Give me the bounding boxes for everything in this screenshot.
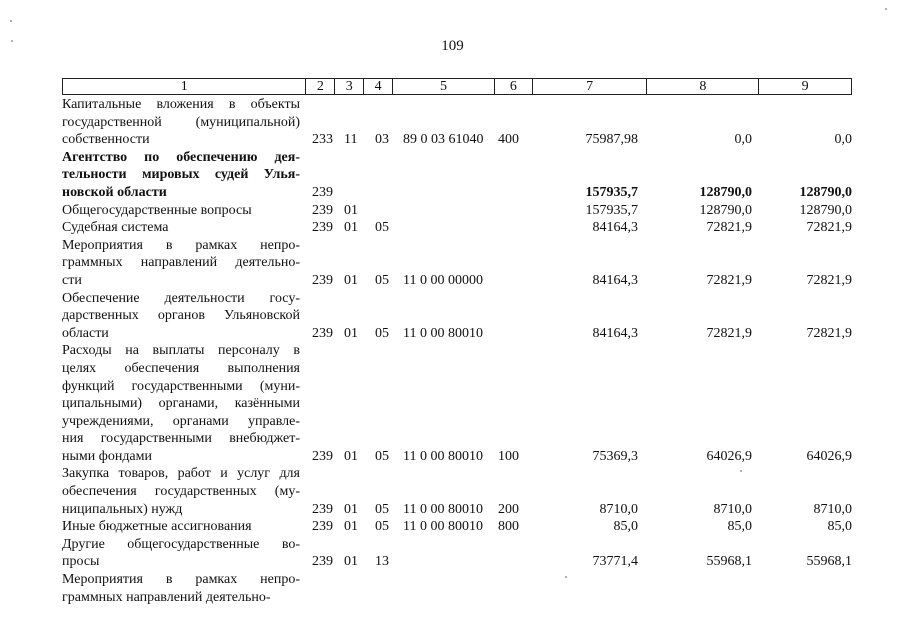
amount-col-7: 8710,0 xyxy=(599,501,638,517)
amount-col-9: 72821,9 xyxy=(806,325,852,341)
row-name-line: ниципальных) нужд xyxy=(62,501,183,517)
amount-col-8: 64026,9 xyxy=(706,448,752,464)
amount-col-9: 85,0 xyxy=(827,519,852,535)
row-name-line: обеспечения государственных (му- xyxy=(62,484,300,500)
code-gr: 239 xyxy=(312,272,333,288)
row-name-line: граммных направлений деятельно- xyxy=(62,589,271,605)
table-row xyxy=(62,518,852,536)
header-col-8: 8 xyxy=(647,79,759,94)
page-number: 109 xyxy=(441,38,464,54)
scan-speck xyxy=(11,40,13,42)
header-col-4: 4 xyxy=(364,79,393,94)
code-gr: 239 xyxy=(312,220,333,236)
row-name-line: ния государственными внебюджет- xyxy=(62,431,300,447)
scan-speck xyxy=(565,576,567,578)
amount-col-7: 84164,3 xyxy=(592,325,638,341)
row-name-line: Общегосударственные вопросы xyxy=(62,202,252,218)
header-col-2: 2 xyxy=(306,79,335,94)
row-name-line: государственной (муниципальной) xyxy=(62,114,300,130)
row-name-line: функций государственными (муни- xyxy=(62,378,300,394)
row-name-line: Капитальные вложения в объекты xyxy=(62,97,300,112)
row-name-line: учреждениями, органами управле- xyxy=(62,413,300,429)
table-row xyxy=(62,290,852,343)
row-name xyxy=(62,237,300,290)
row-name-line: Обеспечение деятельности госу- xyxy=(62,290,300,306)
code-vr: 100 xyxy=(498,448,519,464)
header-col-6: 6 xyxy=(495,79,533,94)
code-pr: 13 xyxy=(375,554,389,570)
table-header xyxy=(62,78,852,95)
row-name xyxy=(62,290,300,343)
row-name-line: собственности xyxy=(62,132,150,148)
code-rz: 01 xyxy=(344,554,358,570)
table-row xyxy=(62,342,852,465)
row-name xyxy=(62,536,300,571)
code-rz: 11 xyxy=(344,132,358,148)
code-gr: 239 xyxy=(312,501,333,517)
amount-col-8: 72821,9 xyxy=(706,272,752,288)
amount-col-8: 55968,1 xyxy=(706,554,752,570)
code-pr: 05 xyxy=(375,220,389,236)
row-name xyxy=(62,202,300,220)
code-vr: 200 xyxy=(498,501,519,517)
row-name-line: дарственных органов Ульяновской xyxy=(62,308,300,324)
header-col-3: 3 xyxy=(335,79,364,94)
amount-col-8: 72821,9 xyxy=(706,325,752,341)
table-row xyxy=(62,237,852,290)
amount-col-8: 128790,0 xyxy=(699,184,752,200)
code-csr: 11 0 00 80010 xyxy=(403,325,483,341)
code-csr: 11 0 00 00000 xyxy=(403,272,483,288)
row-name-line: Закупка товаров, работ и услуг для xyxy=(62,466,300,482)
row-name-line: сти xyxy=(62,272,82,288)
code-csr: 89 0 03 61040 xyxy=(403,132,484,148)
row-name-line: Мероприятия в рамках непро- xyxy=(62,237,300,253)
code-csr: 11 0 00 80010 xyxy=(403,501,483,517)
amount-col-8: 0,0 xyxy=(734,132,752,148)
code-rz: 01 xyxy=(344,272,358,288)
row-name-line: Судебная система xyxy=(62,220,169,236)
amount-col-8: 128790,0 xyxy=(699,202,752,218)
row-name-line: граммных направлений деятельно- xyxy=(62,255,300,271)
scan-speck xyxy=(885,8,887,10)
amount-col-8: 85,0 xyxy=(727,519,752,535)
amount-col-7: 157935,7 xyxy=(585,184,638,200)
code-rz: 01 xyxy=(344,325,358,341)
row-name-line: просы xyxy=(62,554,100,570)
amount-col-9: 8710,0 xyxy=(813,501,852,517)
row-name xyxy=(62,518,300,536)
budget-table-body xyxy=(62,96,852,606)
table-row xyxy=(62,465,852,518)
code-vr: 400 xyxy=(498,132,519,148)
row-name-line: Расходы на выплаты персоналу в xyxy=(62,343,300,359)
code-pr: 05 xyxy=(375,519,389,535)
row-name-line: тельности мировых судей Улья- xyxy=(62,167,300,183)
header-col-9: 9 xyxy=(801,79,809,94)
code-pr: 05 xyxy=(375,448,389,464)
code-rz: 01 xyxy=(344,519,358,535)
code-pr: 03 xyxy=(375,132,389,148)
code-gr: 239 xyxy=(312,325,333,341)
scan-speck xyxy=(10,20,12,22)
code-gr: 239 xyxy=(312,554,333,570)
amount-col-7: 75369,3 xyxy=(592,448,638,464)
amount-col-7: 73771,4 xyxy=(592,554,638,570)
code-gr: 239 xyxy=(312,202,333,218)
code-gr: 239 xyxy=(312,448,333,464)
amount-col-7: 84164,3 xyxy=(592,272,638,288)
row-name-line: новской области xyxy=(62,184,167,200)
code-gr: 233 xyxy=(312,132,333,148)
code-pr: 05 xyxy=(375,325,389,341)
amount-col-9: 55968,1 xyxy=(806,554,852,570)
amount-col-9: 72821,9 xyxy=(806,220,852,236)
amount-col-8: 8710,0 xyxy=(713,501,752,517)
table-row xyxy=(62,149,852,202)
code-csr: 11 0 00 80010 xyxy=(403,519,483,535)
code-rz: 01 xyxy=(344,202,358,218)
code-csr: 11 0 00 80010 xyxy=(403,448,483,464)
row-name-line: Другие общегосударственные во- xyxy=(62,536,300,552)
amount-col-7: 75987,98 xyxy=(585,132,638,148)
row-name xyxy=(62,342,300,465)
code-pr: 05 xyxy=(375,272,389,288)
table-row xyxy=(62,536,852,571)
row-name-line: ципальными) органами, казёнными xyxy=(62,396,300,412)
header-col-7: 7 xyxy=(533,79,648,94)
row-name xyxy=(62,96,300,149)
code-pr: 05 xyxy=(375,501,389,517)
row-name-line: Агентство по обеспечению дея- xyxy=(62,149,300,165)
table-row xyxy=(62,202,852,220)
row-name xyxy=(62,571,300,606)
amount-col-9: 64026,9 xyxy=(806,448,852,464)
amount-col-8: 72821,9 xyxy=(706,220,752,236)
table-row xyxy=(62,571,852,606)
code-gr: 239 xyxy=(312,184,333,200)
amount-col-7: 85,0 xyxy=(613,519,638,535)
table-row xyxy=(62,96,852,149)
code-rz: 01 xyxy=(344,501,358,517)
code-vr: 800 xyxy=(498,519,519,535)
amount-col-9: 128790,0 xyxy=(799,202,852,218)
header-col-1: 1 xyxy=(63,79,306,94)
row-name-line: Иные бюджетные ассигнования xyxy=(62,519,252,535)
scan-speck xyxy=(740,470,742,472)
row-name xyxy=(62,219,300,237)
row-name xyxy=(62,149,300,202)
row-name-line: ными фондами xyxy=(62,448,153,464)
table-row xyxy=(62,219,852,237)
row-name xyxy=(62,465,300,518)
row-name-line: области xyxy=(62,325,109,341)
amount-col-9: 128790,0 xyxy=(799,184,852,200)
code-rz: 01 xyxy=(344,448,358,464)
code-rz: 01 xyxy=(344,220,358,236)
row-name-line: Мероприятия в рамках непро- xyxy=(62,572,300,588)
row-name-line: целях обеспечения выполнения xyxy=(62,360,300,376)
amount-col-9: 0,0 xyxy=(834,132,852,148)
amount-col-7: 84164,3 xyxy=(592,220,638,236)
amount-col-7: 157935,7 xyxy=(585,202,638,218)
header-col-5: 5 xyxy=(393,79,495,94)
amount-col-9: 72821,9 xyxy=(806,272,852,288)
code-gr: 239 xyxy=(312,519,333,535)
